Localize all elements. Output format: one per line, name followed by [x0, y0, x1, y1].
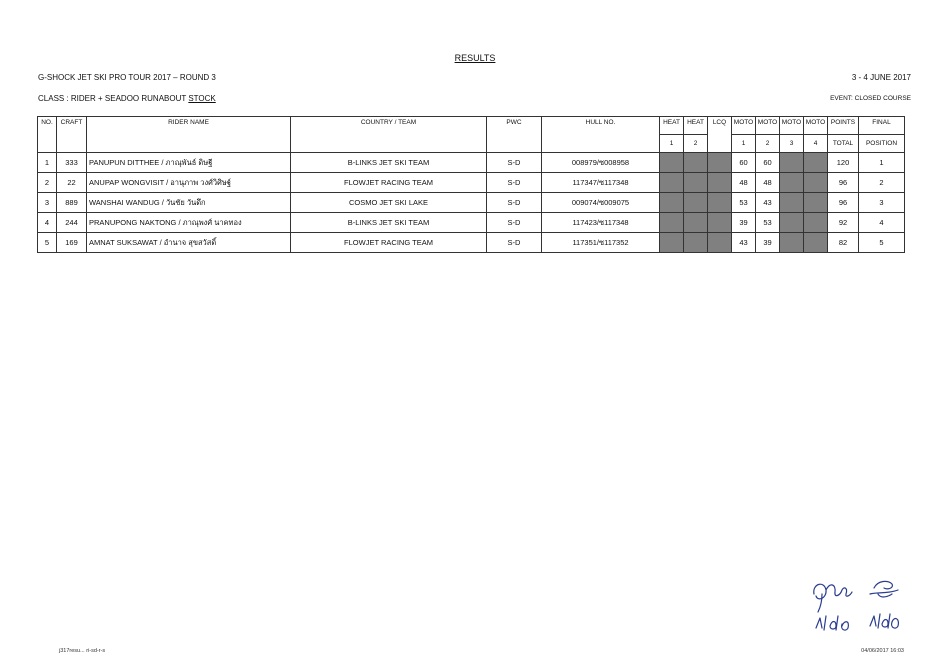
class-stock: STOCK: [188, 94, 216, 103]
header-moto2-num: 2: [756, 135, 780, 153]
cell-craft: 169: [57, 233, 87, 253]
cell-heat1: [660, 213, 684, 233]
header-points-total: TOTAL: [828, 135, 859, 153]
cell-no: 5: [38, 233, 57, 253]
cell-heat2: [684, 173, 708, 193]
cell-moto4: [804, 233, 828, 253]
cell-total: 96: [828, 193, 859, 213]
cell-moto3: [780, 153, 804, 173]
page-title: RESULTS: [454, 53, 496, 63]
cell-craft: 333: [57, 153, 87, 173]
cell-pwc: S-D: [487, 153, 542, 173]
cell-heat1: [660, 233, 684, 253]
cell-hull: 117423/ซ117348: [542, 213, 660, 233]
table-row: [38, 173, 905, 193]
cell-moto3: [780, 173, 804, 193]
header-final-position: POSITION: [859, 135, 905, 153]
cell-rider: WANSHAI WANDUG / วันชัย วันดึก: [87, 193, 291, 213]
header-craft: CRAFT: [57, 117, 87, 153]
cell-moto4: [804, 213, 828, 233]
header-moto3-num: 3: [780, 135, 804, 153]
cell-heat2: [684, 193, 708, 213]
cell-heat2: [684, 213, 708, 233]
header-points: POINTS: [828, 117, 859, 135]
event-name: G-SHOCK JET SKI PRO TOUR 2017 – ROUND 3: [38, 73, 216, 82]
cell-craft: 889: [57, 193, 87, 213]
header-moto2: MOTO: [756, 117, 780, 135]
cell-moto1: 43: [732, 233, 756, 253]
handwritten-signature: [808, 572, 908, 638]
header-lcq: LCQ: [708, 117, 732, 153]
cell-heat2: [684, 233, 708, 253]
header-pwc: PWC: [487, 117, 542, 153]
cell-hull: 008979/ซ008958: [542, 153, 660, 173]
header-moto3: MOTO: [780, 117, 804, 135]
cell-lcq: [708, 233, 732, 253]
cell-total: 120: [828, 153, 859, 173]
table-row: [38, 193, 905, 213]
cell-position: 1: [859, 153, 905, 173]
cell-moto4: [804, 153, 828, 173]
cell-hull: 117351/ซ117352: [542, 233, 660, 253]
cell-no: 4: [38, 213, 57, 233]
header-final: FINAL: [859, 117, 905, 135]
footer-timestamp: 04/06/2017 16:03: [861, 648, 904, 654]
cell-pwc: S-D: [487, 213, 542, 233]
cell-position: 4: [859, 213, 905, 233]
class-label: [38, 94, 216, 103]
cell-rider: ANUPAP WONGVISIT / อานุภาพ วงศ์วิศิษฐ์: [87, 173, 291, 193]
cell-team: B-LINKS JET SKI TEAM: [291, 213, 487, 233]
cell-total: 96: [828, 173, 859, 193]
cell-team: FLOWJET RACING TEAM: [291, 173, 487, 193]
cell-moto3: [780, 233, 804, 253]
cell-craft: 244: [57, 213, 87, 233]
cell-position: 5: [859, 233, 905, 253]
header-rider: RIDER NAME: [87, 117, 291, 153]
cell-lcq: [708, 173, 732, 193]
header-heat1-num: 1: [660, 135, 684, 153]
cell-moto2: 43: [756, 193, 780, 213]
cell-heat1: [660, 193, 684, 213]
event-dates: 3 - 4 JUNE 2017: [851, 73, 911, 82]
cell-no: 2: [38, 173, 57, 193]
cell-team: FLOWJET RACING TEAM: [291, 233, 487, 253]
class-prefix: CLASS : RIDER + SEADOO RUNABOUT: [38, 94, 189, 103]
cell-moto4: [804, 193, 828, 213]
cell-moto2: 39: [756, 233, 780, 253]
cell-rider: AMNAT SUKSAWAT / อำนาจ สุขสวัสดิ์: [87, 233, 291, 253]
table-row: [38, 233, 905, 253]
cell-moto1: 53: [732, 193, 756, 213]
cell-no: 3: [38, 193, 57, 213]
cell-position: 2: [859, 173, 905, 193]
header-hull: HULL NO.: [542, 117, 660, 153]
header-moto1: MOTO: [732, 117, 756, 135]
header-moto4: MOTO: [804, 117, 828, 135]
cell-pwc: S-D: [487, 233, 542, 253]
cell-moto1: 60: [732, 153, 756, 173]
cell-moto2: 53: [756, 213, 780, 233]
cell-team: COSMO JET SKI LAKE: [291, 193, 487, 213]
header-no: NO.: [38, 117, 57, 153]
cell-lcq: [708, 193, 732, 213]
cell-position: 3: [859, 193, 905, 213]
header-moto1-num: 1: [732, 135, 756, 153]
cell-lcq: [708, 213, 732, 233]
header-heat2-num: 2: [684, 135, 708, 153]
cell-craft: 22: [57, 173, 87, 193]
cell-moto3: [780, 213, 804, 233]
event-course: EVENT: CLOSED COURSE: [830, 95, 911, 102]
header-heat2: HEAT: [684, 117, 708, 135]
cell-moto1: 39: [732, 213, 756, 233]
cell-lcq: [708, 153, 732, 173]
cell-heat1: [660, 173, 684, 193]
header-country: COUNTRY / TEAM: [291, 117, 487, 153]
cell-pwc: S-D: [487, 173, 542, 193]
cell-moto1: 48: [732, 173, 756, 193]
cell-total: 82: [828, 233, 859, 253]
footer-filename: j317resu... ri-sd-r-s: [59, 648, 106, 654]
table-row: [38, 213, 905, 233]
results-table: [37, 116, 905, 253]
cell-moto3: [780, 193, 804, 213]
cell-rider: PANUPUN DITTHEE / ภาณุพันธ์ ดิษฐี: [87, 153, 291, 173]
cell-hull: 009074/ซ009075: [542, 193, 660, 213]
cell-moto2: 48: [756, 173, 780, 193]
header-moto4-num: 4: [804, 135, 828, 153]
cell-no: 1: [38, 153, 57, 173]
cell-hull: 117347/ซ117348: [542, 173, 660, 193]
cell-moto4: [804, 173, 828, 193]
cell-moto2: 60: [756, 153, 780, 173]
cell-total: 92: [828, 213, 859, 233]
cell-pwc: S-D: [487, 193, 542, 213]
table-row: [38, 153, 905, 173]
header-heat1: HEAT: [660, 117, 684, 135]
cell-team: B-LINKS JET SKI TEAM: [291, 153, 487, 173]
cell-heat1: [660, 153, 684, 173]
cell-rider: PRANUPONG NAKTONG / ภาณุพงศ์ นาคทอง: [87, 213, 291, 233]
cell-heat2: [684, 153, 708, 173]
